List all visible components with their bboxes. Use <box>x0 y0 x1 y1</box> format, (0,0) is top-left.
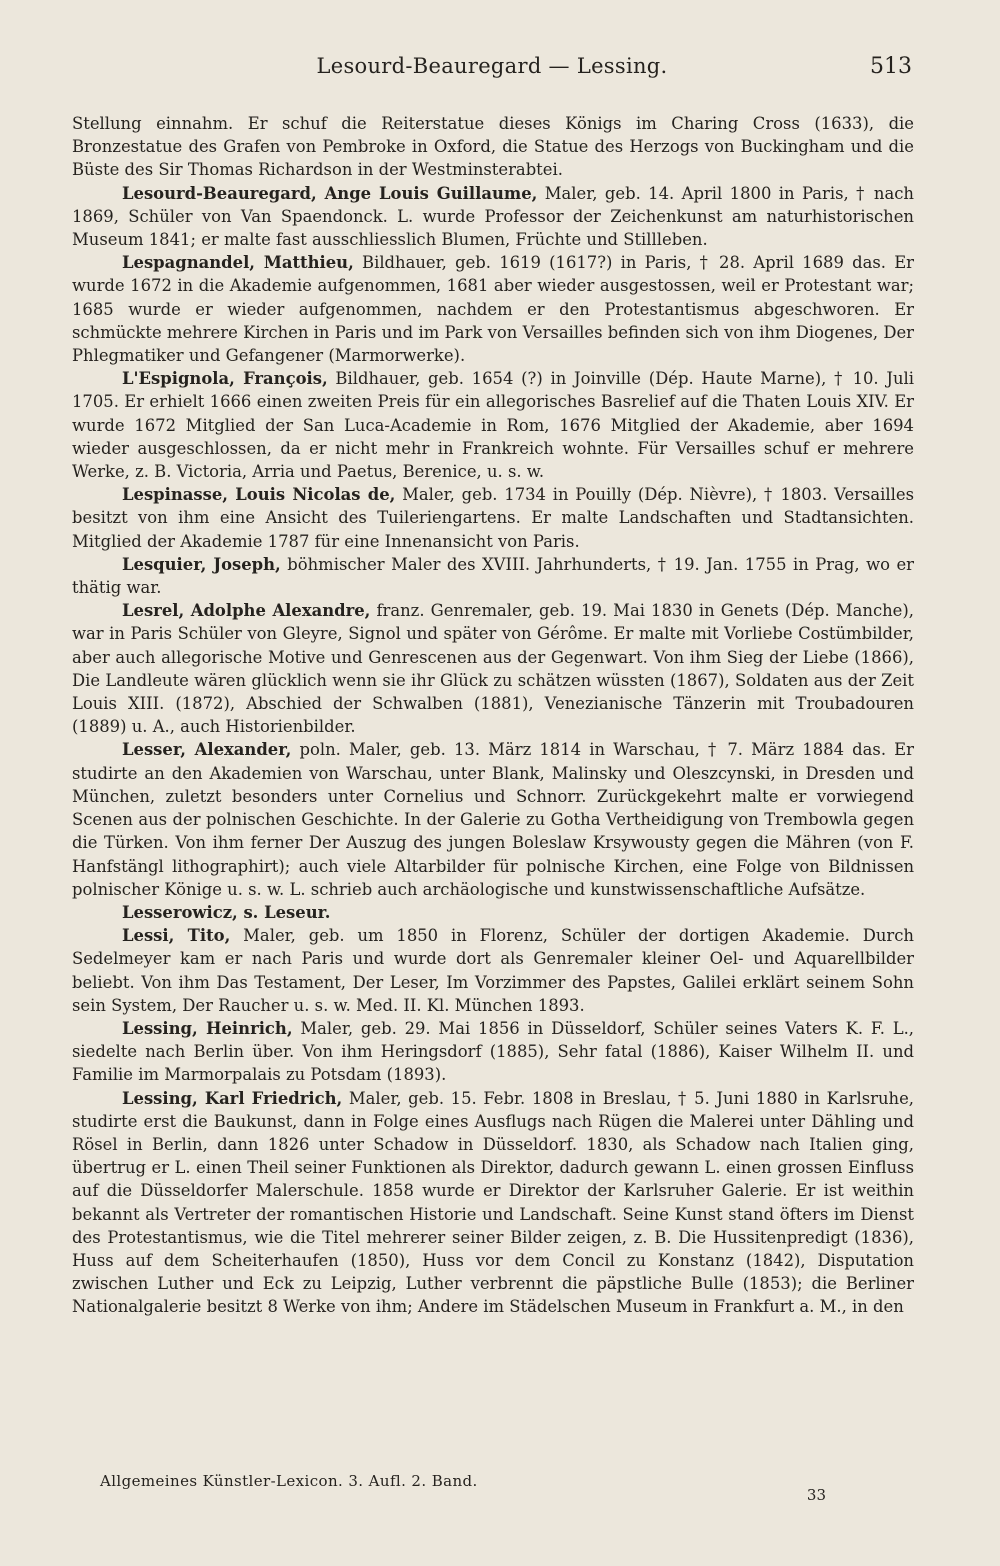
entry-headword: Lessing, Heinrich, <box>122 1018 293 1038</box>
entry-headword: Lespagnandel, Matthieu, <box>122 253 354 273</box>
footer-note: Allgemeines Künstler-Lexicon. 3. Aufl. 2. Band. <box>100 1472 478 1490</box>
entry-headword: Lesrel, Adolphe Alexandre, <box>122 601 371 621</box>
entry-text: böhmischer Maler des XVIII. Jahrhunderts, † 19. Jan. 1755 in Prag, wo er thätig war. <box>72 554 914 598</box>
entry-lessi <box>72 924 914 1017</box>
entry-lespagnandel <box>72 251 914 367</box>
entry-continuation: Stellung einnahm. Er schuf die Reiterstatue dieses Königs im Charing Cross (1633), die Bronzestatue des Grafen von Pembroke in Oxford, die Statue des Herzogs von Buckingham und die Büste des Sir Thomas Richardson in der Westminsterabtei. <box>72 114 914 180</box>
entry-lessing-karl-friedrich <box>72 1087 914 1319</box>
entry-headword: Lesourd-Beauregard, Ange Louis Guillaume, <box>122 183 538 203</box>
entry-text: Maler, geb. um 1850 in Florenz, Schüler der dortigen Akademie. Durch Sedelmeyer kam er nach Paris und wurde dort als Genremaler kleiner Oel- und Aquarellbilder beliebt. Von ihm Das Testament, Der Leser, Im Vorzimmer des Papstes, Galilei erklärt seinem Sohn sein System, Der Raucher u. s. w. Med. II. Kl. München 1893. <box>72 926 914 1015</box>
entry-lesser <box>72 738 914 900</box>
lexicon-body <box>72 112 914 1319</box>
entry-lesserowicz <box>72 901 914 924</box>
entry-lesourd-beauregard <box>72 182 914 252</box>
entry-headword: Lespinasse, Louis Nicolas de, <box>122 485 396 505</box>
entry-text: Maler, geb. 29. Mai 1856 in Düsseldorf, Schüler seines Vaters K. F. L., siedelte nach Berlin über. Von ihm Heringsdorf (1885), Sehr fatal (1886), Kaiser Wilhelm II. und Familie im Marmorpalais zu Potsdam (1893). <box>72 1018 914 1085</box>
entry-headword: L'Espignola, François, <box>122 369 328 389</box>
entry-headword: Lesser, Alexander, <box>122 740 292 760</box>
entry-text: franz. Genremaler, geb. 19. Mai 1830 in Genets (Dép. Manche), war in Paris Schüler von Gleyre, Signol und später von Gérôme. Er malte mit Vorliebe Costümbilder, aber auch allegorische Motive und Genrescenen aus der Gegenwart. Von ihm Sieg der Liebe (1866), Die Landleute wären glücklich wenn sie ihr Glück zu schätzen wüssten (1867), Soldaten aus der Zeit Louis XIII. (1872), Abschied der Schwalben (1881), Venezianische Tänzerin mit Troubadouren (1889) u. A., auch Historienbilder. <box>72 601 914 737</box>
page-number: 513 <box>870 54 912 79</box>
entry-text: poln. Maler, geb. 13. März 1814 in Warschau, † 7. März 1884 das. Er studirte an den Akademien von Warschau, unter Blank, Malinsky und Oleszcynski, in Dresden und München, zuletzt besonders unter Cornelius und Schnorr. Zurückgekehrt malte er vorwiegend Scenen aus der polnischen Geschichte. In der Galerie zu Gotha Vertheidigung von Trembowla gegen die Türken. Von ihm ferner Der Auszug des jungen Boleslaw Krsywousty gegen die Mähren (von F. Hanfstängl lithographirt); auch viele Altarbilder für polnische Kirchen, eine Folge von Bildnissen polnischer Könige u. s. w. L. schrieb auch archäologische und kunstwissenschaftliche Aufsätze. <box>72 740 914 899</box>
entry-text: Maler, geb. 1734 in Pouilly (Dép. Nièvre), † 1803. Versailles besitzt von ihm eine Ansicht des Tuileriengartens. Er malte Landschaften und Stadtansichten. Mitglied der Akademie 1787 für eine Innenansicht von Paris. <box>72 485 915 551</box>
entry-lesquier <box>72 553 914 599</box>
entry-text: Maler, geb. 14. April 1800 in Paris, † nach 1869, Schüler von Van Spaendonck. L. wurde Professor der Zeichenkunst am naturhistorischen Museum 1841; er malte fast ausschliesslich Blumen, Früchte und Stillleben. <box>72 183 914 250</box>
entry-lesrel <box>72 599 914 738</box>
entry-text: Maler, geb. 15. Febr. 1808 in Breslau, † 5. Juni 1880 in Karlsruhe, studirte erst die Baukunst, dann in Folge eines Ausflugs nach Rügen die Malerei unter Dähling und Rösel in Berlin, dann 1826 unter Schadow in Düsseldorf. 1830, als Schadow nach Italien ging, übertrug er L. einen Theil seiner Funktionen als Direktor, dadurch gewann L. einen grossen Einfluss auf die Düsseldorfer Malerschule. 1858 wurde er Direktor der Karlsruher Galerie. Er ist weithin bekannt als Vertreter der romantischen Historie und Landschaft. Seine Kunst stand öfters im Dienst des Protestantismus, wie die Titel mehrerer seiner Bilder zeigen, z. B. Die Hussitenpredigt (1836), Huss auf dem Scheiterhaufen (1850), Huss vor dem Concil zu Konstanz (1842), Disputation zwischen Luther und Eck zu Leipzig, Luther verbrennt die päpstliche Bulle (1853); die Berliner Nationalgalerie besitzt 8 Werke von ihm; Andere im Städelschen Museum in Frankfurt a. M., in den <box>72 1088 914 1317</box>
entry-lespinasse <box>72 483 914 553</box>
page-footer <box>100 1472 826 1522</box>
entry-lessing-heinrich <box>72 1017 914 1087</box>
running-head: Lesourd-Beauregard — Lessing. <box>316 54 668 78</box>
signature-mark: 33 <box>806 1486 826 1504</box>
page-header <box>72 54 912 84</box>
entry-headword: Lessi, Tito, <box>122 926 231 946</box>
entry-headword: Lessing, Karl Friedrich, <box>122 1088 343 1108</box>
entry-lespignola <box>72 367 914 483</box>
entry-headword: Lesserowicz, s. Leseur. <box>122 902 331 922</box>
entry-headword: Lesquier, Joseph, <box>122 554 281 574</box>
entry-text: Bildhauer, geb. 1654 (?) in Joinville (Dép. Haute Marne), † 10. Juli 1705. Er erhielt 1666 einen zweiten Preis für ein allegorisches Basrelief auf die Thaten Louis XIV. Er wurde 1672 Mitglied der San Luca-Academie in Rom, 1676 Mitglied der Akademie, aber 1694 wieder ausgeschlossen, da er nicht mehr in Frankreich wohnte. Für Versailles schuf er mehrere Werke, z. B. Victoria, Arria und Paetus, Berenice, u. s. w. <box>72 369 914 482</box>
entry-text: Bildhauer, geb. 1619 (1617?) in Paris, † 28. April 1689 das. Er wurde 1672 in die Akademie aufgenommen, 1681 aber wieder ausgestossen, weil er Protestant war; 1685 wurde er wieder aufgenommen, nachdem er den Protestantismus abgeschworen. Er schmückte mehrere Kirchen in Paris und im Park von Versailles befinden sich von ihm Diogenes, Der Phlegmatiker und Gefangener (Marmorwerke). <box>72 253 914 366</box>
